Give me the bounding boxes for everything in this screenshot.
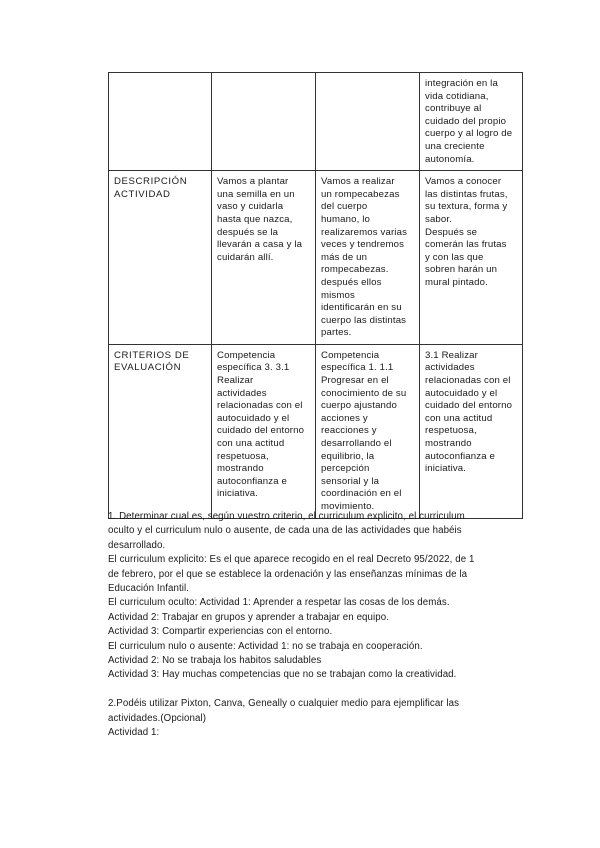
cell-text-line: Vamos a plantar <box>217 176 289 188</box>
body-text-line: oculto y el curriculum nulo o ausente, de cada una de las actividades que habéis <box>108 525 462 537</box>
cell-text-line: mismos <box>321 289 355 301</box>
body-text-line: de febrero, por el que se establece la ordenación y las enseñanzas mínimas de la <box>108 568 468 580</box>
cell-text-line: mural pintado. <box>425 276 488 288</box>
cell-text-line: sabor. <box>425 213 453 225</box>
cell-text-line: Vamos a conocer <box>425 176 502 188</box>
cell-text-line: una semilla en un <box>217 188 295 200</box>
cell-text-line: Competencia <box>321 349 380 361</box>
activity-1-cell <box>212 171 316 345</box>
body-text-line: Actividad 3: Compartir experiencias con el entorno. <box>108 626 333 638</box>
cell-text-line: actividades <box>217 387 267 399</box>
cell-text-line: veces y tendremos <box>321 239 405 251</box>
cell-text-line: del cuerpo <box>321 201 368 213</box>
cell-text-line: autoconfianza e <box>425 450 495 462</box>
body-text-line: Actividad 2: No se trabaja los habitos saludables <box>108 655 322 667</box>
activities-table <box>108 72 523 519</box>
cell-text-line: respetuosa, <box>425 425 477 437</box>
cell-text-line: después se la <box>217 226 279 238</box>
body-text-line: Actividad 1: <box>108 727 160 739</box>
cell-text-line: conocimiento de su <box>321 387 407 399</box>
cell-text-line: una creciente <box>425 140 485 152</box>
cell-text-line: Después se <box>425 226 478 238</box>
cell-text-line: hasta que nazca, <box>217 213 293 225</box>
activity-2-cell <box>316 171 420 345</box>
cell-text-line: su textura, forma y <box>425 201 508 213</box>
curriculum-explicito-paragraph <box>108 553 528 596</box>
cell-text-line: y con las que <box>425 251 484 263</box>
cell-text-line: DESCRIPCIÓN <box>114 176 188 188</box>
activities-table-body <box>109 73 523 519</box>
table-row <box>109 171 523 345</box>
cell-text-line: un rompecabezas <box>321 188 400 200</box>
cell-text-line: cuerpo y al logro de <box>425 128 513 140</box>
cell-text-line: iniciativa. <box>425 463 467 475</box>
cell-text-line: reacciones y <box>321 425 377 437</box>
cell-text-line: vaso y cuidarla <box>217 201 284 213</box>
paragraph-spacer <box>108 683 528 697</box>
cell-text-line: relacionadas con el <box>217 400 303 412</box>
cell-text-line: partes. <box>321 327 352 339</box>
cell-text-line: más de un <box>321 251 368 263</box>
activity-1-cell <box>212 344 316 518</box>
cell-text-line: autocuidado y el <box>425 387 498 399</box>
body-text-line: Actividad 2: Trabajar en grupos y aprender a trabajar en equipo. <box>108 611 390 623</box>
cell-text-line: comerán las frutas <box>425 239 507 251</box>
cell-text-line: cuidado del entorno <box>425 400 513 412</box>
cell-text-line: identificarán en su <box>321 302 402 314</box>
row-label-cell <box>109 171 212 345</box>
cell-text-line: contribuye al <box>425 103 482 115</box>
cell-text-line: vida cotidiana, <box>425 90 489 102</box>
curriculum-oculto-paragraph <box>108 596 528 639</box>
cell-text-line: integración en la <box>425 78 498 89</box>
cell-text-line: cuidarán allí. <box>217 251 274 263</box>
cell-text-line: cuidado del propio <box>425 115 507 127</box>
cell-text-line: cuerpo las distintas <box>321 314 407 326</box>
cell-text-line: cuidado del entorno <box>217 425 305 437</box>
cell-text-line: mostrando <box>217 463 264 475</box>
table-row <box>109 344 523 518</box>
cell-text-line: con una actitud <box>425 412 493 424</box>
question-2-paragraph <box>108 697 528 740</box>
cell-text-line: percepción <box>321 463 370 475</box>
activity-2-cell <box>316 344 420 518</box>
table-row <box>109 73 523 171</box>
cell-text-line: autoconfianza e <box>217 475 287 487</box>
activity-1-cell <box>212 73 316 171</box>
cell-text-line: relacionadas con el <box>425 375 511 387</box>
cell-text-line: ACTIVIDAD <box>114 188 171 200</box>
cell-text-line: iniciativa. <box>217 488 259 500</box>
cell-text-line: CRITERIOS DE <box>114 349 190 361</box>
activity-3-cell <box>420 171 523 345</box>
cell-text-line: acciones y <box>321 412 368 424</box>
cell-text-line: desarrollando el <box>321 438 392 450</box>
activity-2-cell <box>316 73 420 171</box>
cell-text-line: realizaremos varias <box>321 226 408 238</box>
cell-text-line: llevarán a casa y la <box>217 239 303 251</box>
cell-text-line: específica 3. 3.1 <box>217 362 290 374</box>
activity-3-cell <box>420 344 523 518</box>
document-body-text <box>108 510 528 740</box>
body-text-line: 1. Determinar cual es, según vuestro criterio, el curriculum explicito, el curriculum <box>108 511 465 522</box>
cell-text-line: autonomía. <box>425 153 475 165</box>
cell-text-line: mostrando <box>425 438 472 450</box>
body-text-line: actividades.(Opcional) <box>108 712 207 724</box>
body-text-line: Educación Infantil. <box>108 583 190 595</box>
body-text-line: desarrollado. <box>108 539 166 551</box>
cell-text-line: EVALUACIÓN <box>114 362 182 374</box>
row-label-cell <box>109 73 212 171</box>
cell-text-line: las distintas frutas, <box>425 188 508 200</box>
question-1-paragraph <box>108 510 528 553</box>
cell-text-line: movimiento. <box>321 501 375 512</box>
body-text-line: 2.Podéis utilizar Pixton, Canva, Geneally o cualquier medio para ejemplificar las <box>108 698 460 710</box>
cell-text-line: Competencia <box>217 349 276 361</box>
cell-text-line: rompecabezas. <box>321 264 389 276</box>
cell-text-line: autocuidado y el <box>217 412 290 424</box>
body-text-line: El curriculum oculto: Actividad 1: Aprender a respetar las cosas de los demás. <box>108 597 450 609</box>
cell-text-line: Progresar en el <box>321 375 389 387</box>
cell-text-line: Realizar <box>217 375 254 387</box>
cell-text-line: humano, lo <box>321 213 370 225</box>
cell-text-line: con una actitud <box>217 438 285 450</box>
cell-text-line: actividades <box>425 362 475 374</box>
cell-text-line: sobren harán un <box>425 264 498 276</box>
body-text-line: Actividad 3: Hay muchas competencias que no se trabajan como la creatividad. <box>108 669 457 681</box>
cell-text-line: después ellos <box>321 276 382 288</box>
cell-text-line: equilibrio, la <box>321 450 375 462</box>
cell-text-line: cuerpo ajustando <box>321 400 398 412</box>
activity-3-cell <box>420 73 523 171</box>
body-text-line: El curriculum nulo o ausente: Actividad 1: no se trabaja en cooperación. <box>108 640 423 652</box>
curriculum-nulo-paragraph <box>108 640 528 683</box>
cell-text-line: específica 1. 1.1 <box>321 362 394 374</box>
cell-text-line: respetuosa, <box>217 450 269 462</box>
cell-text-line: sensorial y la <box>321 475 380 487</box>
body-text-line: El curriculum explicito: Es el que aparece recogido en el real Decreto 95/2022, de 1 <box>108 554 475 566</box>
cell-text-line: coordinación en el <box>321 488 402 500</box>
row-label-cell <box>109 344 212 518</box>
cell-text-line: 3.1 Realizar <box>425 349 478 361</box>
cell-text-line: Vamos a realizar <box>321 176 395 188</box>
